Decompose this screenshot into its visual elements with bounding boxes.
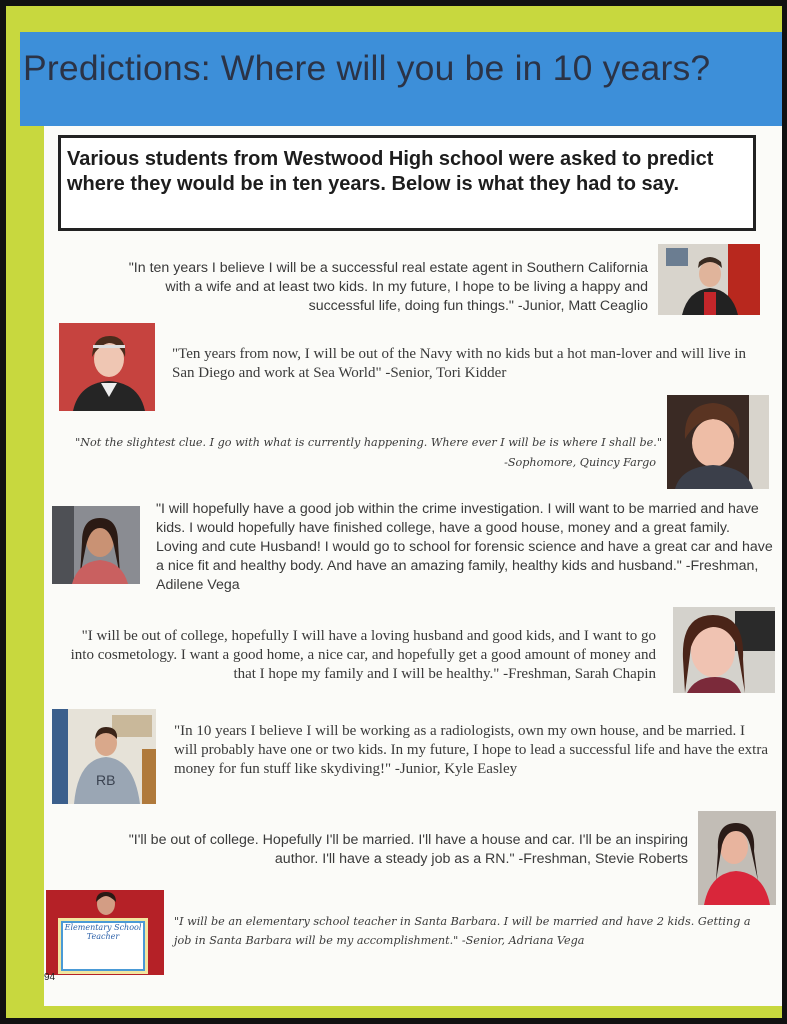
quote-adriana-vega: "I will be an elementary school teacher in Santa Barbara. I will be married and have 2 kids. Getting a job in Santa Barbara will be my accomplishment." -Senior, Adriana Vega: [174, 915, 751, 947]
quote-tori-kidder: "Ten years from now, I will be out of the Navy with no kids but a hot man-lover and will live in San Diego and work at Sea World" -Senior, Tori Kidder: [172, 346, 746, 381]
page-title: Predictions: Where will you be in 10 years?: [23, 48, 711, 88]
poster-line-2: Teacher: [86, 932, 120, 941]
quote-kyle-easley: "In 10 years I believe I will be working as a radiologists, own my own house, and be married. I will probably have one or two kids. In my future, I hope to lead a successful life and have the extra money for fun stuff like skydiving!" -Junior, Kyle Easley: [174, 723, 768, 777]
photo-adriana-vega: [46, 890, 164, 975]
photo-matt-ceaglio: [658, 244, 760, 315]
photo-stevie-roberts: [698, 811, 776, 905]
quote-matt-ceaglio: "In ten years I believe I will be a successful real estate agent in Southern California with a wife and at least two kids. In my future, I hope to be living a happy and successful life, doing fun things." -Junior, Matt Ceaglio: [128, 260, 648, 314]
yearbook-page: [6, 6, 782, 1018]
svg-text:RB: RB: [96, 772, 116, 788]
photo-kyle-easley: [52, 709, 156, 804]
quote-quincy-fargo-attribution: -Sophomore, Quincy Fargo: [504, 456, 656, 469]
intro-text: Various students from Westwood High school were asked to predict where they would be in ten years. Below is what they had to say.: [67, 148, 714, 195]
photo-sarah-chapin: [673, 607, 775, 693]
quote-sarah-chapin: "I will be out of college, hopefully I will have a loving husband and good kids, and I want to go into cosmetology. I want a good home, a nice car, and hopefully get a good amount of money and that I hope my family and I will be healthy." -Freshman, Sarah Chapin: [70, 628, 656, 682]
poster-line-1: Elementary School: [64, 923, 142, 932]
poster-caption: [62, 923, 144, 941]
intro-box: [58, 135, 756, 231]
photo-adilene-vega: [52, 506, 140, 584]
quote-adilene-vega: "I will hopefully have a good job within the crime investigation. I will want to be married and have kids. I would hopefully have finished college, have a good house, money and a great family. Loving and cute Husband! I would go to school for forensic science and have a great car and have a nice fit and healthy body. And have an amazing family, healthy kids and husband." -Freshman, Adilene Vega: [156, 501, 773, 593]
quote-quincy-fargo: "Not the slightest clue. I go with what is currently happening. Where ever I will be is where I shall be.": [75, 436, 662, 449]
quote-stevie-roberts: "I'll be out of college. Hopefully I'll be married. I'll have a house and car. I'll be an inspiring author. I'll have a steady job as a RN." -Freshman, Stevie Roberts: [128, 832, 688, 867]
page-number: 94: [44, 972, 56, 983]
title-banner: [20, 32, 782, 126]
photo-quincy-fargo: [667, 395, 769, 489]
photo-tori-kidder: [59, 323, 155, 411]
